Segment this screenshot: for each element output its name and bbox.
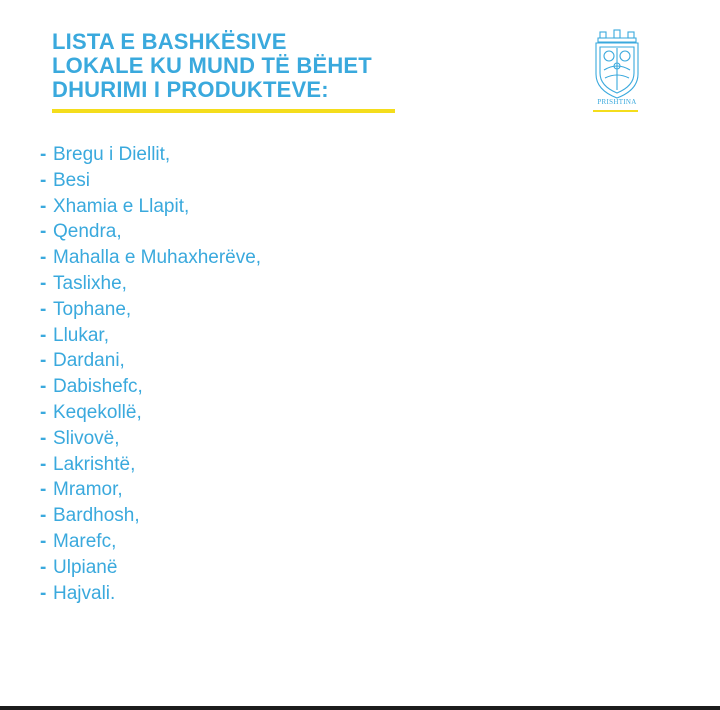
logo-text: PRISHTINA	[597, 98, 637, 106]
title-underline	[52, 109, 395, 113]
list-bullet: -	[40, 505, 47, 527]
list-item	[40, 297, 261, 323]
title-line-1: LISTA E BASHKËSIVE	[52, 29, 287, 54]
title-line-2: LOKALE KU MUND TË BËHET	[52, 53, 372, 78]
list-item	[40, 529, 261, 555]
list-item-label: Lakrishtë,	[53, 453, 136, 475]
list-item	[40, 323, 261, 349]
list-item-label: Bardhosh,	[53, 505, 140, 527]
list-item	[40, 581, 261, 607]
list-bullet: -	[40, 453, 47, 475]
list-item-label: Slivovë,	[53, 427, 120, 449]
list-item	[40, 194, 261, 220]
list-bullet: -	[40, 582, 47, 604]
list-bullet: -	[40, 272, 47, 294]
list-item-label: Keqekollë,	[53, 401, 142, 423]
list-item	[40, 245, 261, 271]
list-item	[40, 374, 261, 400]
list-bullet: -	[40, 144, 47, 165]
list-item-label: Taslixhe,	[53, 272, 127, 294]
logo-underline	[593, 110, 638, 112]
list-item-label: Dabishefc,	[53, 376, 143, 398]
list-item	[40, 348, 261, 374]
list-item	[40, 477, 261, 503]
title-line-3: DHURIMI I PRODUKTEVE:	[52, 77, 329, 102]
list-bullet: -	[40, 298, 47, 320]
list-item-label: Mramor,	[53, 479, 123, 501]
list-item-label: Hajvali.	[53, 582, 116, 604]
list-item-label: Ulpianë	[53, 556, 118, 578]
list-bullet: -	[40, 479, 47, 501]
list-item	[40, 452, 261, 478]
bottom-edge-bar	[0, 706, 720, 710]
list-item	[40, 503, 261, 529]
list-bullet: -	[40, 324, 47, 346]
list-item-label: Qendra,	[53, 221, 122, 243]
list-item-label: Marefc,	[53, 530, 117, 552]
list-bullet: -	[40, 169, 47, 191]
list-bullet: -	[40, 350, 47, 372]
list-bullet: -	[40, 556, 47, 578]
list-item	[40, 271, 261, 297]
list-bullet: -	[40, 376, 47, 398]
list-item	[40, 555, 261, 581]
list-item-label: Dardani,	[53, 350, 125, 372]
list-item	[40, 219, 261, 245]
list-bullet: -	[40, 530, 47, 552]
neighborhood-list	[40, 142, 261, 606]
list-item	[40, 426, 261, 452]
list-item-label: Mahalla e Muhaxherëve,	[53, 247, 262, 269]
list-item	[40, 142, 261, 168]
list-item-label: Tophane,	[53, 298, 132, 320]
list-item-label: Bregu i Diellit,	[53, 144, 171, 165]
list-item	[40, 400, 261, 426]
list-item	[40, 168, 261, 194]
list-bullet: -	[40, 195, 47, 217]
list-bullet: -	[40, 401, 47, 423]
list-bullet: -	[40, 427, 47, 449]
page-title	[52, 30, 412, 102]
list-item-label: Xhamia e Llapit,	[53, 195, 190, 217]
list-item-label: Besi	[53, 169, 90, 191]
list-bullet: -	[40, 221, 47, 243]
list-bullet: -	[40, 247, 47, 269]
list-item-label: Llukar,	[53, 324, 109, 346]
